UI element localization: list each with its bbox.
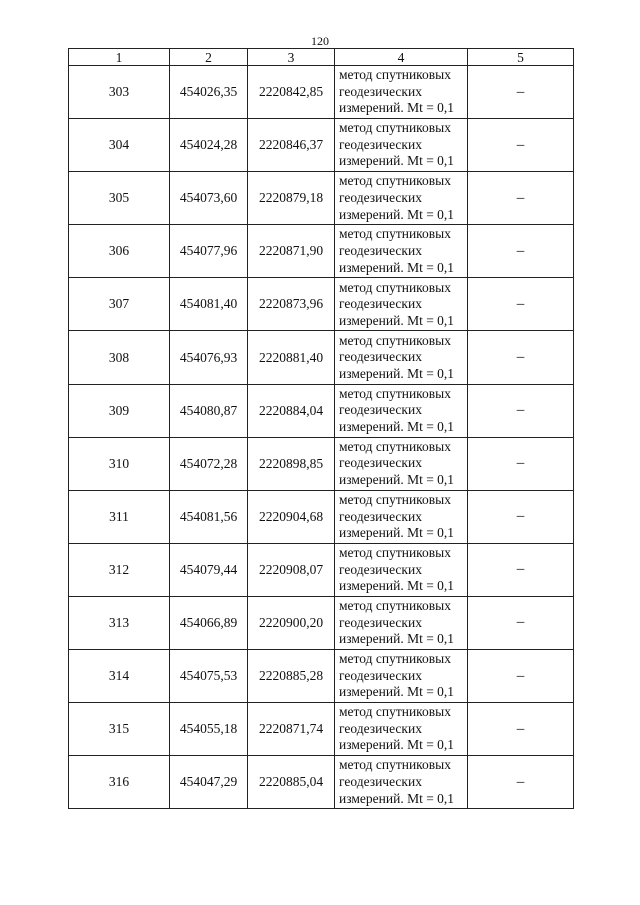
method-line: геодезических — [339, 349, 422, 365]
method-line: геодезических — [339, 773, 422, 789]
column-5-value: – — [468, 756, 574, 809]
table-row — [69, 703, 574, 756]
method-line: измерений. Mt = 0,1 — [339, 312, 455, 328]
method-cell — [335, 596, 468, 649]
table-row — [69, 172, 574, 225]
point-number: 308 — [69, 331, 170, 384]
point-number: 305 — [69, 172, 170, 225]
header-col-4: 4 — [335, 49, 468, 66]
method-line: метод спутниковых — [339, 385, 451, 401]
point-number: 316 — [69, 756, 170, 809]
method-line: геодезических — [339, 136, 422, 152]
column-5-value: – — [468, 437, 574, 490]
coord-x: 454081,40 — [170, 278, 248, 331]
table-row — [69, 278, 574, 331]
table-row — [69, 543, 574, 596]
point-number: 311 — [69, 490, 170, 543]
column-5-value: – — [468, 331, 574, 384]
method-line: измерений. Mt = 0,1 — [339, 578, 455, 594]
table-row — [69, 596, 574, 649]
coord-y: 2220904,68 — [248, 490, 335, 543]
method-cell — [335, 172, 468, 225]
point-number: 310 — [69, 437, 170, 490]
column-5-value: – — [468, 225, 574, 278]
header-col-1: 1 — [69, 49, 170, 66]
point-number: 303 — [69, 66, 170, 119]
coord-y: 2220908,07 — [248, 543, 335, 596]
method-line: геодезических — [339, 720, 422, 736]
coord-y: 2220842,85 — [248, 66, 335, 119]
coord-y: 2220900,20 — [248, 596, 335, 649]
method-cell — [335, 278, 468, 331]
method-cell — [335, 650, 468, 703]
method-line: измерений. Mt = 0,1 — [339, 206, 455, 222]
table-row — [69, 437, 574, 490]
method-line: геодезических — [339, 296, 422, 312]
coordinates-table — [68, 48, 574, 809]
method-line: геодезических — [339, 455, 422, 471]
table-row — [69, 66, 574, 119]
coord-x: 454081,56 — [170, 490, 248, 543]
table-row — [69, 225, 574, 278]
method-line: геодезических — [339, 243, 422, 259]
method-line: геодезических — [339, 561, 422, 577]
method-cell — [335, 119, 468, 172]
table-row — [69, 756, 574, 809]
method-line: метод спутниковых — [339, 332, 451, 348]
method-line: метод спутниковых — [339, 651, 451, 667]
page-number: 120 — [311, 34, 329, 48]
method-cell — [335, 66, 468, 119]
coord-y: 2220871,74 — [248, 703, 335, 756]
column-5-value: – — [468, 596, 574, 649]
coord-x: 454055,18 — [170, 703, 248, 756]
column-5-value: – — [468, 650, 574, 703]
coord-y: 2220879,18 — [248, 172, 335, 225]
point-number: 312 — [69, 543, 170, 596]
coord-y: 2220846,37 — [248, 119, 335, 172]
coord-x: 454080,87 — [170, 384, 248, 437]
method-line: измерений. Mt = 0,1 — [339, 684, 455, 700]
header-col-2: 2 — [170, 49, 248, 66]
table-row — [69, 331, 574, 384]
column-5-value: – — [468, 543, 574, 596]
method-line: метод спутниковых — [339, 757, 451, 773]
column-5-value: – — [468, 490, 574, 543]
coord-x: 454024,28 — [170, 119, 248, 172]
point-number: 314 — [69, 650, 170, 703]
method-cell — [335, 384, 468, 437]
method-line: измерений. Mt = 0,1 — [339, 525, 455, 541]
method-cell — [335, 756, 468, 809]
method-line: метод спутниковых — [339, 279, 451, 295]
method-line: измерений. Mt = 0,1 — [339, 790, 455, 806]
method-cell — [335, 543, 468, 596]
point-number: 307 — [69, 278, 170, 331]
coord-y: 2220871,90 — [248, 225, 335, 278]
method-line: измерений. Mt = 0,1 — [339, 418, 455, 434]
method-line: метод спутниковых — [339, 173, 451, 189]
coord-x: 454079,44 — [170, 543, 248, 596]
method-line: метод спутниковых — [339, 545, 451, 560]
method-line: измерений. Mt = 0,1 — [339, 259, 455, 275]
column-5-value: – — [468, 278, 574, 331]
coord-y: 2220884,04 — [248, 384, 335, 437]
coord-y: 2220885,04 — [248, 756, 335, 809]
coord-x: 454077,96 — [170, 225, 248, 278]
method-cell — [335, 225, 468, 278]
header-col-5: 5 — [468, 49, 574, 66]
point-number: 315 — [69, 703, 170, 756]
method-line: измерений. Mt = 0,1 — [339, 365, 455, 381]
coord-x: 454075,53 — [170, 650, 248, 703]
header-col-3: 3 — [248, 49, 335, 66]
method-line: геодезических — [339, 189, 422, 205]
column-5-value: – — [468, 703, 574, 756]
method-line: метод спутниковых — [339, 67, 451, 83]
method-line: измерений. Mt = 0,1 — [339, 472, 455, 487]
method-line: геодезических — [339, 614, 422, 630]
method-cell — [335, 703, 468, 756]
table-row — [69, 384, 574, 437]
coord-x: 454072,28 — [170, 437, 248, 490]
coord-x: 454026,35 — [170, 66, 248, 119]
column-5-value: – — [468, 66, 574, 119]
method-line: метод спутниковых — [339, 438, 451, 454]
coord-x: 454073,60 — [170, 172, 248, 225]
coord-y: 2220873,96 — [248, 278, 335, 331]
method-cell — [335, 437, 468, 490]
method-line: измерений. Mt = 0,1 — [339, 737, 455, 753]
method-line: измерений. Mt = 0,1 — [339, 631, 455, 647]
method-line: метод спутниковых — [339, 120, 451, 136]
coord-y: 2220885,28 — [248, 650, 335, 703]
column-5-value: – — [468, 119, 574, 172]
coord-y: 2220881,40 — [248, 331, 335, 384]
coord-x: 454066,89 — [170, 596, 248, 649]
method-line: метод спутниковых — [339, 491, 451, 507]
table-row — [69, 119, 574, 172]
method-line: измерений. Mt = 0,1 — [339, 100, 455, 116]
column-5-value: – — [468, 384, 574, 437]
method-cell — [335, 331, 468, 384]
header-row — [69, 49, 574, 66]
table-row — [69, 650, 574, 703]
method-line: метод спутниковых — [339, 598, 451, 614]
method-cell — [335, 490, 468, 543]
method-line: метод спутниковых — [339, 704, 451, 720]
point-number: 309 — [69, 384, 170, 437]
point-number: 313 — [69, 596, 170, 649]
method-line: метод спутниковых — [339, 226, 451, 242]
column-5-value: – — [468, 172, 574, 225]
method-line: геодезических — [339, 667, 422, 683]
coord-y: 2220898,85 — [248, 437, 335, 490]
method-line: геодезических — [339, 83, 422, 99]
method-line: измерений. Mt = 0,1 — [339, 153, 455, 169]
point-number: 304 — [69, 119, 170, 172]
table-row — [69, 490, 574, 543]
coord-x: 454076,93 — [170, 331, 248, 384]
point-number: 306 — [69, 225, 170, 278]
table-body — [69, 66, 574, 809]
coord-x: 454047,29 — [170, 756, 248, 809]
method-line: геодезических — [339, 508, 422, 524]
method-line: геодезических — [339, 402, 422, 418]
